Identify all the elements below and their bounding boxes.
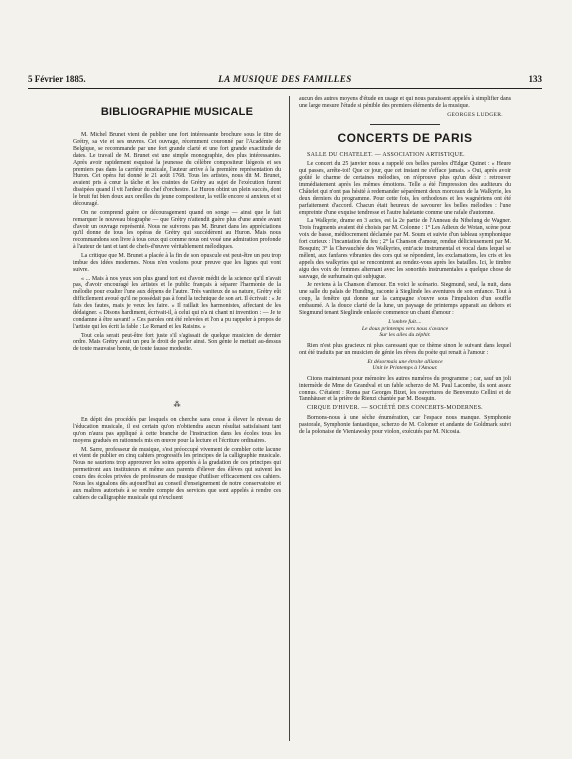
verse-line: Le doux printemps vers nous s'avance [361, 325, 449, 332]
paragraph: La critique que M. Brunet a placée à la fin de son opuscule est peut-être un peu trop imbue des idées modernes. Nous n'en voulons pour preuve que les lignes qui vont suivre. [73, 253, 281, 273]
paragraph: Le concert du 25 janvier nous a rappelé ces belles paroles d'Edgar Quinet : « Heure qui passes, arrête-toi! Que ce jour, que cet instant ne s'efface jamais. » Oui, après avoir goûté le charme de certaines mélodies, on n'éprouve plus qu'un désir : retrouver immédiatement après les mêmes émotions. Telle a été l'impression des auditeurs du Châtelet qui n'ont pas hésité à redemander séparément deux morceaux de la Walkyrie, les deux derniers du programme. Pour cette fois, les orthodoxes et les wagnériens ont été parfaitement d'accord. Chacun était heureux de savourer les belles mélodies : l'une empreinte d'une exquise tendresse et l'autre haletante comme une rafale d'automne. [299, 161, 511, 216]
quoted-verse [299, 359, 511, 372]
running-header [28, 74, 542, 86]
section-title-concerts: CONCERTS DE PARIS [337, 130, 473, 145]
asterism-ornament: ⁂ [173, 401, 181, 410]
verse-line: Sur les ailes du zéphir. [379, 332, 431, 339]
page-number: 133 [528, 74, 542, 84]
paragraph: On ne comprend guère ce découragement quand on songe — ainsi que le fait remarquer le nouveau biographe — que Grétry n'attendit guère plus d'une année avant d'avoir un ouvrage représenté. Nous ne suivrons pas M. Brunet dans les appréciations qu'il donne de tous les opéras de Grétry qui succédèrent au Huron. Mais nous recommandons son livre à tous ceux qui comme nous ont voué une admiration profonde à l'auteur de tant et tant de chefs-d'œuvre véritablement mélodiques. [73, 209, 281, 251]
left-column [73, 96, 281, 504]
column-divider [289, 96, 290, 741]
paragraph: Citons maintenant pour mémoire les autres numéros du programme ; car, sauf un joli intermède de Mme de Grandval et un fable scherzo de M. Paul Lacombe, ils sont assez connus. C'étaient : Roma par Georges Bizet, les ouvertures de Benvenuto Cellini et de Tannhäuser et la prière de Rienzi chantée par M. Bosquin. [299, 375, 511, 403]
header-rule [28, 88, 542, 89]
paragraph: En dépit des procédés par lesquels on cherche sans cesse à élever le niveau de l'éducation musicale, il est certain qu'on n'obtiendra aucun résultat satisfaisant tant qu'on n'aura pas appliqué à cette branche de l'instruction dans les écoles tous les moyens gradués en rationnels mis en œuvre pour la lecture et l'écriture ordinaires. [73, 417, 281, 444]
paragraph: Bornons-nous à une sèche énumération, car l'espace nous manque. Symphonie pastorale, Symphonie fantastique, scherzo de M. Colomer et andante de Goldmark suivi de la polonaise de Vieniawsky pour violon, exécutés par M. Nicosia. [299, 415, 511, 435]
right-column [299, 96, 511, 438]
paragraph: aucun des autres moyens d'étude en usage et qui nous paraissent appelés à simplifier dans une large mesure l'étude si pénible des premiers éléments de la musique. [299, 96, 511, 109]
paragraph: « ... Mais à nos yeux son plus grand tort est d'avoir médit de la science qu'il n'avait pas, d'avoir encouragé les artistes et le public français à séparer l'harmonie de la mélodie pour exalter l'une aux dépens de l'autre. Très vaniteux de sa nature, Grétry eût difficilement avoué qu'il ne possédait pas à fond la technique de son art. Il écrivait : « Je fais des fautes, mais je veux les faire. » Il raillait les harmonistes, affectant de les dédaigner. « Disons hardiment, écrivait-il, à celui qui n'a ni chant ni invention : — Je te condamne à être savant! » Ces paroles ont été relevées et l'on a pu rappeler à propos de l'artiste qui les écrit la fable : Le Renard et les Raisins. » [73, 275, 281, 330]
paragraph: Rien n'est plus gracieux ni plus caressant que ce thème sinon le suivant dans lequel ont été traduits par un musicien de génie les rêves du poète qui renait à l'amour : [299, 342, 511, 356]
paragraph: M. Michel Brunet vient de publier une fort intéressante brochure sous le titre de Grétry, sa vie et ses œuvres. Cet ouvrage, récemment couronné par l'Académie de Belgique, se recommande par une fort grande clarté et une fort grande exactitude de dates. Le travail de M. Brunet est une simple monographie, des plus intéressantes. Après avoir rapidement esquissé la jeunesse du célèbre compositeur liégeois et ses premiers pas dans la carrière musicale, l'auteur arrive à la première représentation du Huron. Cet opéra fut donné le 21 août 1768. Tous les artistes, nous dit M. Brunet, avaient pris à cœur la tâche et les craintes de Grétry au sujet de l'exécution furent dissipées quand il vit l'ardeur du chef d'orchestre. Le Huron obtint un plein succès, dont le bruit fut bien doux aux oreilles du jeune compositeur, la veille encore si anxieux et si découragé. [73, 132, 281, 208]
paragraph: M. Sarre, professeur de musique, s'est préoccupé vivement de combler cette lacune et vient de publier en cinq cahiers progressifs les principes de la calligraphie musicale. Nous ne saurions trop approuver les soins apportés à la gradation de ces principes qui permettront aux instituteurs et même aux parents d'élever des élèves qui suivent les cours des écoles privées de professeurs de musique d'utiliser efficacement ces cahiers. Nous les signalons dès aujourd'hui au conseil d'enseignement de notre conservatoire et aux maîtres autorisés à se rendre compte des services que sont appelés à rendre ces cahiers de calligraphie musicale qui n'excluent [73, 446, 281, 501]
venue-subheading: CIRQUE D'HIVER. — SOCIÉTÉ DES CONCERTS-MODERNES. [307, 405, 483, 412]
author-signature: GEORGES LUDGER. [447, 111, 503, 118]
section-rule [370, 124, 440, 125]
paragraph: La Walkyrie, drame en 3 actes, est la 2e partie de l'Anneau du Nibelung de Wagner. Trois fragments avaient été choisis par M. Colonne : 1° Les Adieux de Wotan, scène pour voix de basse, médiocrement déclamée par M. Soum et suivie d'un tableau symphonique fort curieux : l'incantation du feu ; 2° la Chanson d'amour, rendue délicieusement par M. Bosquin; 3° la Chevauchée des Walkyries, entr'acte instrumental et vocal dans lequel se mêlent, aux fanfares vibrantes des cors qui se répondent, les exclamations, les cris et les appels des walkyries qui se rencontrent au rendez-vous après les batailles. Ici, le timbre aigu des voix de femmes alternant avec les sonorités instrumentales a quelque chose de sauvage, de surhumain qui subjugue. [299, 218, 511, 280]
verse-line: Et désormais une étroite alliance [367, 358, 443, 365]
verse-line: Unit le Printemps à l'Amour. [372, 365, 438, 372]
venue-subheading: SALLE DU CHATELET. — ASSOCIATION ARTISTIQUE. [307, 151, 465, 158]
paragraph: Je reviens à la Chanson d'amour. En voici le scénario. Siegmund, seul, la nuit, dans une salle du palais de Hunding, raconte à Sieglinde les aventures de son enfance. Tout à coup, la fenêtre qui donne sur la campagne s'ouvre sous l'impulsion d'un souffle embaumé. A la douce clarté de la lune, un paysage de printemps apparait au dehors et Siegmund tenant Sieglinde enlacée commence un chant d'amour : [299, 282, 511, 317]
verse-line: L'ombre fuit.... [388, 318, 422, 325]
spacer [73, 355, 281, 397]
journal-title: LA MUSIQUE DES FAMILLES [218, 74, 352, 84]
section-title-bibliographie: BIBLIOGRAPHIE MUSICALE [100, 106, 254, 118]
issue-date: 5 Février 1885. [28, 74, 86, 84]
quoted-verse [299, 319, 511, 339]
paragraph: Tout cela serait peut-être fort juste s'il s'agissait de quelque musicien de dernier ordre. Mais Grétry avait un peu le droit de parler ainsi. Son génie le mettait au-dessus de toute mauvaise honte, de toute fausse modestie. [73, 332, 281, 353]
